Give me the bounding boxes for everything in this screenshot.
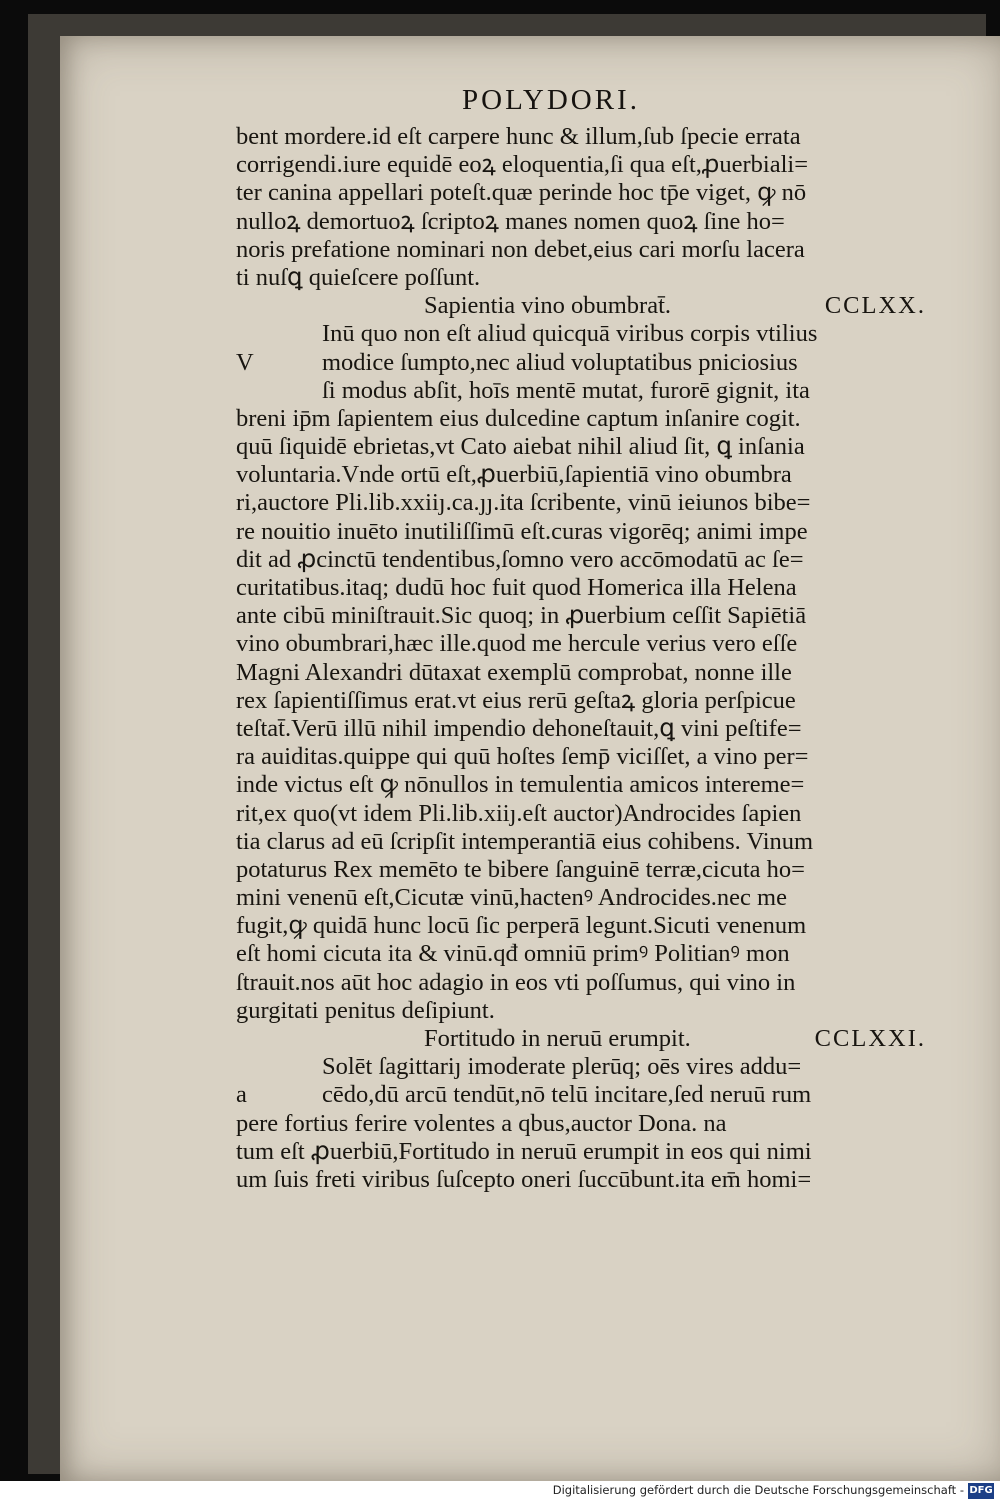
dfg-logo-icon: DFG: [968, 1483, 994, 1499]
text-line: quū ſiquidē ebrietas,vt Cato aiebat nihil aliud ſit, ꝗ inſania: [236, 433, 805, 461]
text-line: eſt homi cicuta ita & vinū.qđ omniū primꝰ Politianꝰ mon: [236, 940, 790, 968]
guide-letter: a: [236, 1081, 247, 1109]
text-line: ra auiditas.quippe qui quū hoſtes ſemp̄ viciſſet, a vino per=: [236, 743, 809, 771]
text-line: cēdo,dū arcū tendūt,nō telū incitare,ſed neruū rum: [322, 1081, 812, 1109]
text-line: mini venenū eſt,Cicutæ vinū,hactenꝰ Androcides.nec me: [236, 884, 787, 912]
initial-block: [236, 320, 926, 405]
text-line: rit,ex quo(vt idem Pli.lib.xiiȷ.eſt auctor)Androcides ſapien: [236, 799, 802, 827]
initial-lines: [322, 320, 817, 405]
text-line: tum eſt ꝓuerbiū,Fortitudo in neruū erumpit in eos qui nimi: [236, 1137, 812, 1165]
text-line: nulloꝝ demortuoꝝ ſcriptoꝝ manes nomen quoꝝ ſine ho=: [236, 207, 785, 235]
initial-block: [236, 1053, 926, 1109]
section-body: [236, 1110, 926, 1195]
text-line: ri,auctore Pli.lib.xxiiȷ.ca.ȷȷ.ita ſcribente, vinū ieiunos bibe=: [236, 489, 811, 517]
text-line: curitatibus.itaq; dudū hoc fuit quod Homerica illa Helena: [236, 574, 797, 601]
text-line: ante cibū miniſtrauit.Sic quoq; in ꝓuerbium ceſſit Sapiētiā: [236, 602, 807, 630]
text-line: vino obumbrari,hæc ille.quod me hercule verius vero eſſe: [236, 630, 798, 658]
page-text: [236, 123, 926, 1194]
footer-bar: [0, 1481, 1000, 1503]
text-line: Inū quo non eſt aliud quicquā viribus corpis vtilius: [322, 320, 818, 348]
text-line: ti nuſꝗ quieſcere poſſunt.: [236, 263, 481, 291]
text-line: ſtrauit.nos aūt hoc adagio in eos vti poſſumus, qui vino in: [236, 968, 796, 996]
text-line: rex ſapientiſſimus erat.vt eius rerū geſtaꝝ gloria perſpicue: [236, 686, 796, 714]
section-body: [236, 405, 926, 1025]
text-line: pere fortius ferire volentes a qbus,auctor Dona. na: [236, 1109, 727, 1137]
text-line: ſi modus abſit, hoīs mentē mutat, furorē gignit, ita: [322, 376, 810, 404]
text-line: inde victus eſt ꝙ nōnullos in temulentia amicos intereme=: [236, 771, 805, 799]
text-line: noris prefatione nominari non debet,eius cari morſu lacera: [236, 235, 805, 263]
initial-lines: [322, 1053, 811, 1109]
text-line: tia clarus ad eū ſcripſit intemperantiā eius cohibens. Vinum: [236, 827, 814, 855]
section-number: CCLXXI.: [814, 1025, 926, 1052]
text-line: corrigendi.iure equidē eoꝝ eloquentia,ſi qua eſt,ꝓuerbiali=: [236, 151, 809, 179]
text-line: voluntaria.Vnde ortū eſt,ꝓuerbiū,ſapientiā vino obumbra: [236, 461, 792, 489]
text-line: dit ad ꝓcinctū tendentibus,ſomno vero accōmodatū ac ſe=: [236, 545, 804, 573]
text-line: modice ſumpto,nec aliud voluptatibus pniciosius: [322, 348, 798, 376]
section-heading: [236, 292, 926, 320]
dfg-credit: Digitalisierung gefördert durch die Deutsche Forschungsgemeinschaft -: [552, 1483, 964, 1497]
section-number: CCLXX.: [824, 292, 926, 320]
text-line: re nouitio inuēto inutiliſſimū eſt.curas vigorēq; animi impe: [236, 517, 808, 545]
text-line: breni ip̄m ſapientem eius dulcedine captum inſanire cogit.: [236, 404, 801, 432]
text-line: ter canina appellari poteſt.quæ perinde hoc tp̄e viget, ꝙ nō: [236, 179, 807, 207]
text-line: potaturus Rex memēto te bibere ſanguinē terræ,cicuta ho=: [236, 855, 805, 883]
text-line: teſtat̄.Verū illū nihil impendio dehoneſtauit,ꝗ vini peſtife=: [236, 714, 802, 742]
text-line: fugit,ꝙ quidā hunc locū ſic perperā legunt.Sicuti venenum: [236, 912, 807, 940]
text-line: um ſuis freti viribus ſuſcepto oneri ſuccūbunt.ita em̄ homi=: [236, 1165, 812, 1193]
top-paragraph: [236, 123, 926, 292]
guide-letter: V: [236, 348, 254, 376]
text-line: gurgitati penitus deſipiunt.: [236, 996, 495, 1024]
section-title: Sapientia vino obumbrat̄.: [424, 292, 671, 320]
text-line: Solēt ſagittariȷ imoderate plerūq; oēs vires addu=: [322, 1053, 802, 1081]
section-title: Fortitudo in neruū erumpit.: [424, 1025, 691, 1052]
section-heading: [236, 1025, 926, 1053]
text-line: Magni Alexandri dūtaxat exemplū comprobat, nonne ille: [236, 658, 792, 686]
running-header: POLYDORI.: [462, 84, 640, 116]
text-line: bent mordere.id eſt carpere hunc & illum,ſub ſpecie errata: [236, 123, 801, 150]
